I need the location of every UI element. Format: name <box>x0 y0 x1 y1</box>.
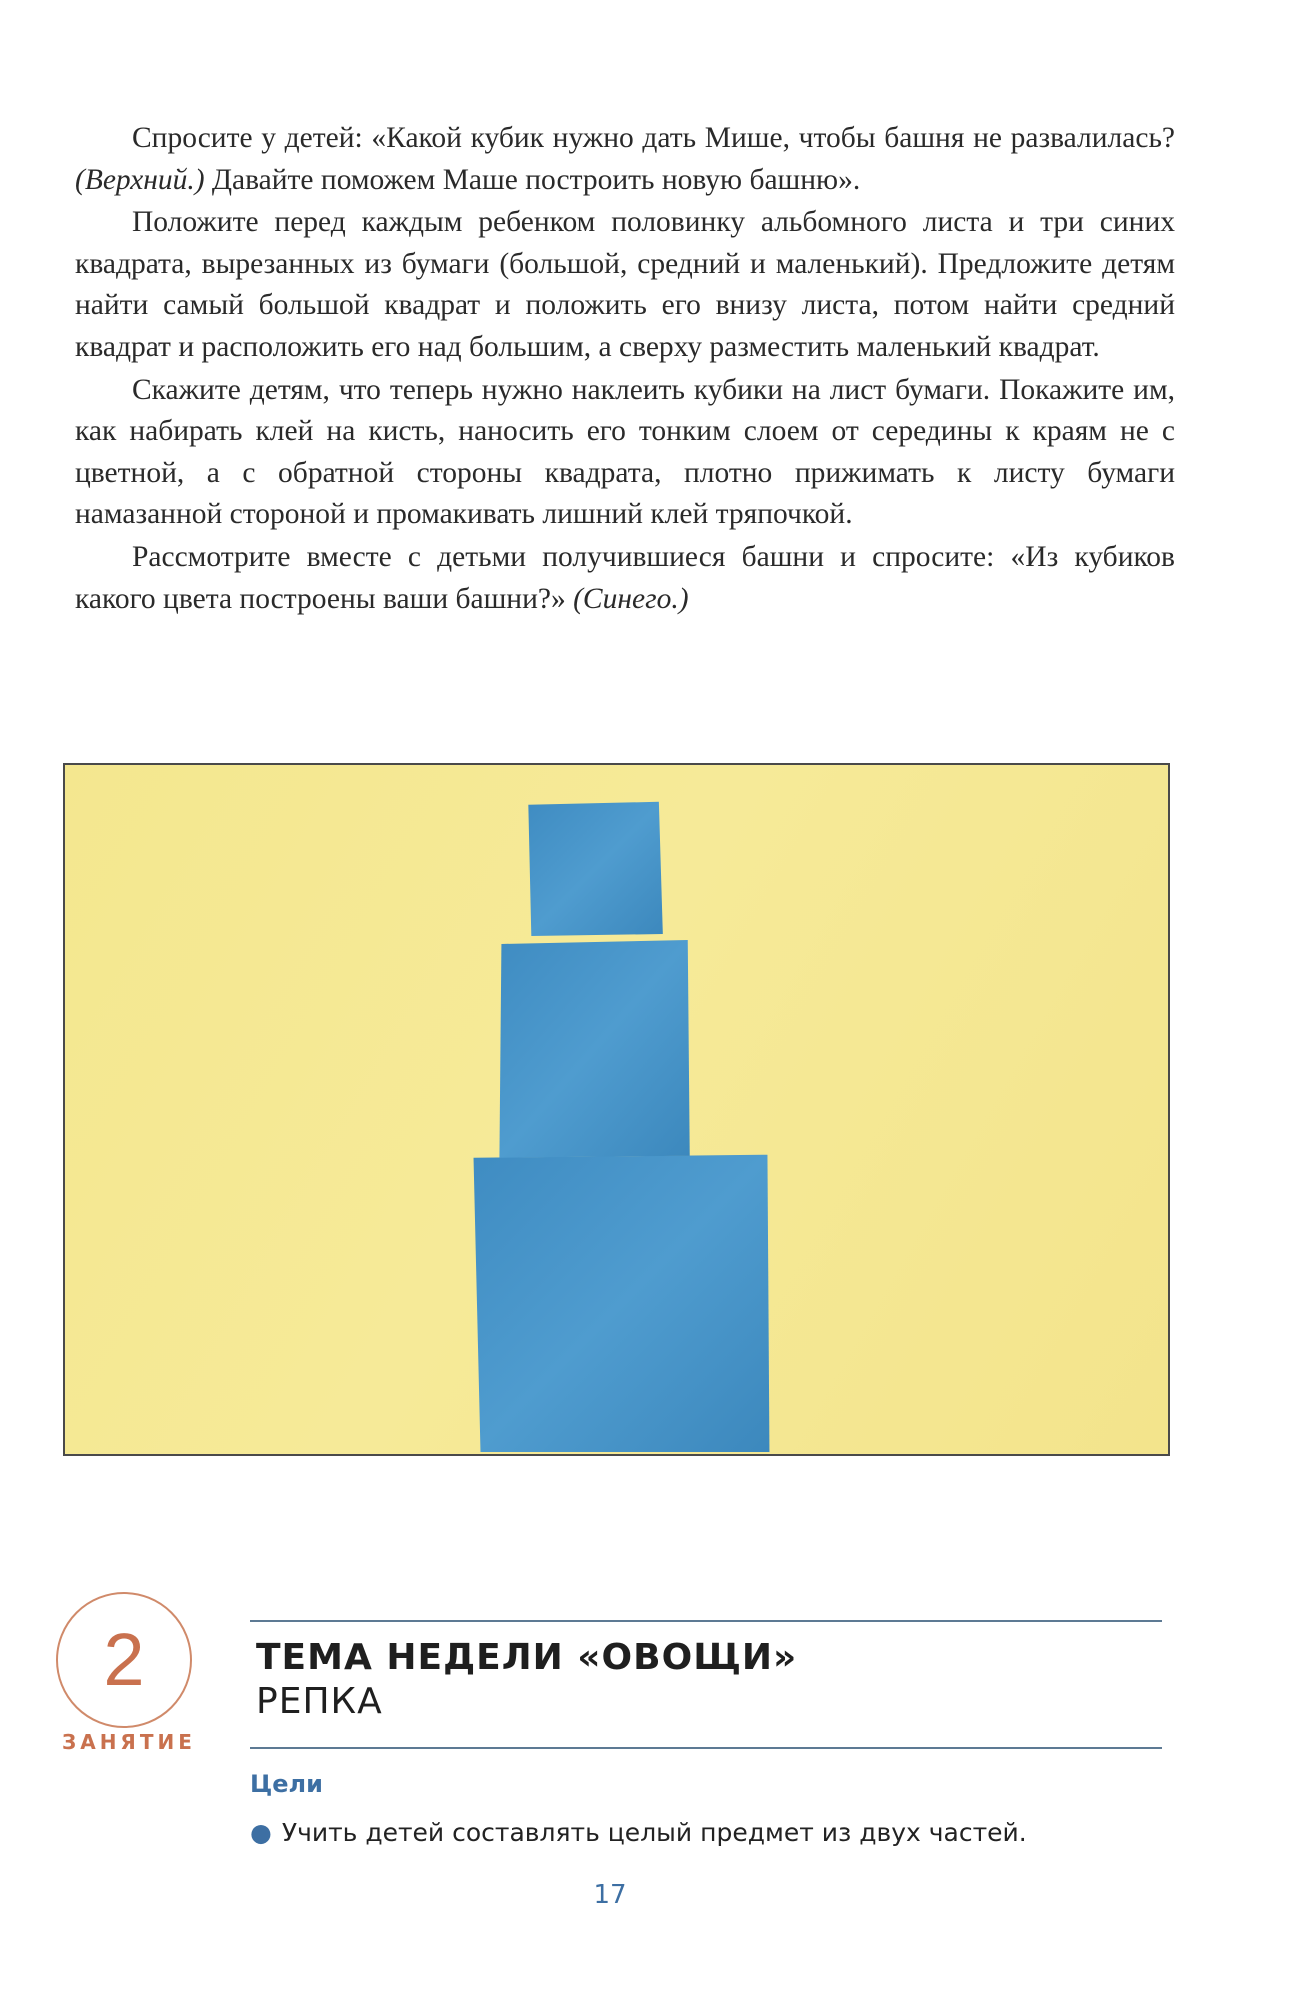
paragraph-4-text: Рассмотрите вместе с детьми получившиеся башни и спросите: «Из кубиков какого цвета построены ваши башни?» <box>75 540 1175 615</box>
small-blue-square <box>528 802 663 936</box>
paragraph-1-text-end: Давайте поможем Маше построить новую башню». <box>204 163 861 196</box>
paragraph-4 <box>75 537 1175 620</box>
page-number: 17 <box>593 1880 627 1910</box>
paragraph-2: Положите перед каждым ребенком половинку альбомного листа и три синих квадрата, вырезанных из бумаги (большой, средний и маленький). Предложите детям найти самый большой квадрат и положить его внизу листа, потом найти средний квадрат и расположить его над большим, а сверху разместить маленький квадрат. <box>75 206 1175 363</box>
tower-photo <box>63 763 1170 1456</box>
paragraph-1-italic: (Верхний.) <box>75 163 205 196</box>
lesson-title: РЕПКА <box>256 1681 383 1722</box>
goal-item <box>250 1818 1027 1847</box>
body-text <box>75 118 1175 620</box>
lesson-number: 2 <box>103 1618 145 1701</box>
paragraph-3: Скажите детям, что теперь нужно наклеить кубики на лист бумаги. Покажите им, как набирать клей на кисть, наносить его тонким слоем от середины к краям не с цветной, а с обратной стороны квадрата, плотно прижимать к листу бумаги намазанной стороной и промакивать лишний клей тряпочкой. <box>75 373 1175 531</box>
heading-bottom-rule <box>250 1747 1162 1749</box>
paragraph-1-text: Спросите у детей: «Какой кубик нужно дать Мише, чтобы башня не развалилась? <box>132 122 1175 154</box>
goal-text: Учить детей составлять целый предмет из двух частей. <box>281 1818 1027 1847</box>
paper-tower-illustration <box>65 765 1168 1454</box>
paragraph-4-italic: (Синего.) <box>573 582 689 615</box>
lesson-heading <box>256 1636 797 1724</box>
paragraph-1 <box>75 118 1175 201</box>
goals-title: Цели <box>250 1770 323 1798</box>
week-theme-title: ТЕМА НЕДЕЛИ «ОВОЩИ» <box>256 1637 798 1678</box>
medium-blue-square <box>499 940 689 1158</box>
large-blue-square <box>474 1155 770 1452</box>
lesson-label: ЗАНЯТИЕ <box>62 1730 196 1754</box>
lesson-number-badge <box>56 1592 192 1728</box>
heading-top-rule <box>250 1620 1162 1622</box>
bullet-icon: ● <box>250 1818 272 1847</box>
